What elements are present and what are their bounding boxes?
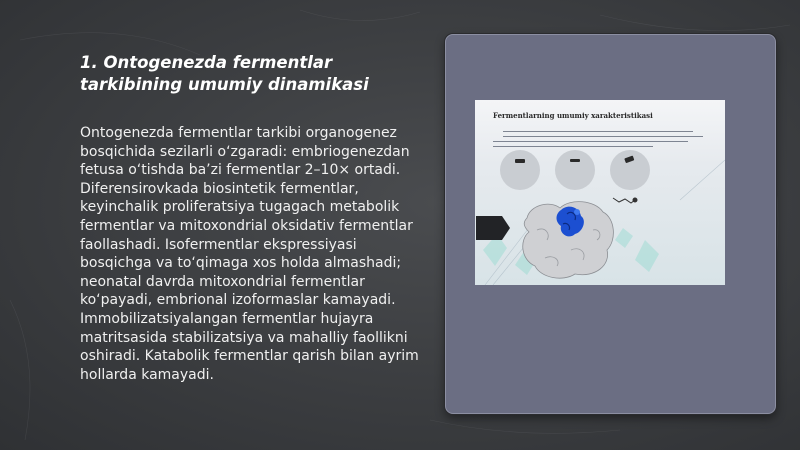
slide-illustration [475,100,725,285]
body-paragraph: Ontogenezda fermentlar tarkibi organogenez bosqichida sezilarli o‘zgaradi: embriogenezdan fetusa o‘tishda ba’zi fermentlar 2–10× ortadi. Diferensirovkada biosintetik fermentlar, keyinchalik proliferatsiya tugagach metabolik fermentlar va mitoxondrial oksidativ fermentlar faollashadi. Isofermentlar ekspressiyasi bosqichga va to‘qimaga xos holda almashadi; neonatal davrda mitoxondrial fermentlar ko‘payadi, embrional izoformaslar kamayadi. Immobilizatsiyalangan fermentlar hujayra matritsasida stabilizatsiya va mahalliy faollikni oshiradi. Katabolik fermentlar qarish bilan ayrim hollarda kamayadi. [80,125,419,383]
page-title: 1. Ontogenezda fermentlar tarkibining umumiy dinamikasi [80,53,369,94]
arrow-right-icon [476,216,510,240]
slide-title: Fermentlarning umumiy xarakteristikasi [493,111,653,120]
slide-thumbnail[interactable] [475,100,725,285]
